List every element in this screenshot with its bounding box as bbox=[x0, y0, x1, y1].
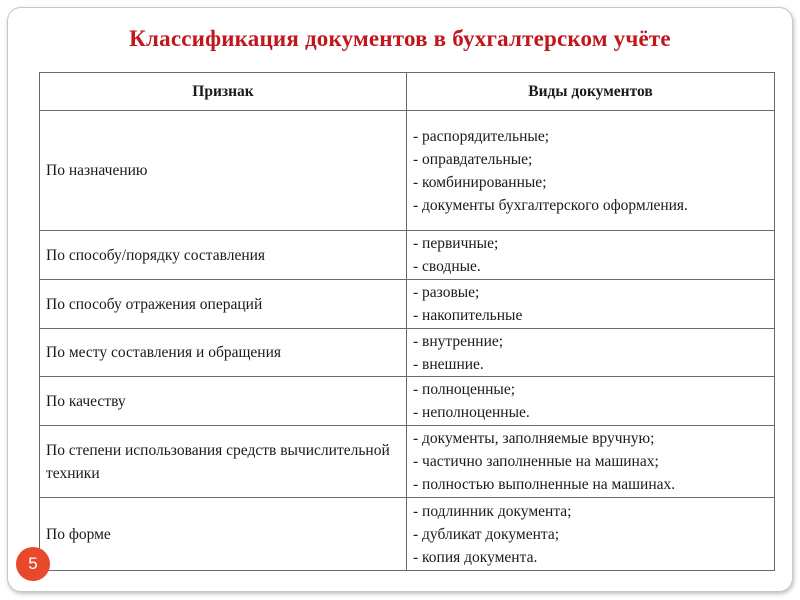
header-kinds: Виды документов bbox=[407, 73, 775, 111]
kind-item: - первичные; bbox=[413, 235, 499, 252]
page-number-badge: 5 bbox=[16, 547, 50, 581]
kind-item: - внутренние; bbox=[413, 332, 504, 350]
kinds-cell bbox=[407, 111, 775, 231]
table-row bbox=[40, 498, 775, 571]
kinds-cell bbox=[407, 377, 775, 426]
feature-cell: По способу/порядку составления bbox=[40, 231, 407, 280]
kind-item: - полностью выполненные на машинах. bbox=[413, 476, 676, 493]
kind-item: - распорядительные; bbox=[413, 127, 550, 145]
header-feature: Признак bbox=[40, 73, 407, 111]
kind-item: - сводные. bbox=[413, 258, 481, 275]
header-row bbox=[40, 73, 775, 111]
kind-item: - комбинированные; bbox=[413, 173, 547, 191]
classification-table bbox=[39, 72, 775, 571]
feature-cell: По назначению bbox=[40, 111, 407, 231]
table-row bbox=[40, 377, 775, 426]
kind-item: - документы, заполняемые вручную; bbox=[413, 430, 655, 447]
kind-item: - копия документа. bbox=[413, 548, 538, 566]
kind-item: - дубликат документа; bbox=[413, 525, 560, 543]
kind-item: - подлинник документа; bbox=[413, 502, 572, 520]
table-row bbox=[40, 280, 775, 329]
feature-cell: По месту составления и обращения bbox=[40, 329, 407, 377]
table-row bbox=[40, 329, 775, 377]
feature-cell: По форме bbox=[40, 498, 407, 571]
kind-item: - разовые; bbox=[413, 284, 480, 301]
kind-item: - внешние. bbox=[413, 355, 484, 373]
feature-cell: По степени использования средств вычислительной техники bbox=[40, 426, 407, 498]
kind-item: - частично заполненные на машинах; bbox=[413, 453, 659, 470]
kinds-cell bbox=[407, 426, 775, 498]
feature-cell: По способу отражения операций bbox=[40, 280, 407, 329]
kind-item: - полноценные; bbox=[413, 381, 516, 398]
kind-item: - неполноценные. bbox=[413, 404, 530, 421]
slide-title: Классификация документов в бухгалтерском учёте bbox=[129, 26, 671, 51]
feature-cell: По качеству bbox=[40, 377, 407, 426]
table-row bbox=[40, 426, 775, 498]
kind-item: - накопительные bbox=[413, 307, 523, 324]
kinds-cell bbox=[407, 498, 775, 571]
table-row bbox=[40, 111, 775, 231]
kinds-cell bbox=[407, 329, 775, 377]
kind-item: - документы бухгалтерского оформления. bbox=[413, 196, 688, 214]
kind-item: - оправдательные; bbox=[413, 150, 533, 168]
kinds-cell bbox=[407, 231, 775, 280]
kinds-cell bbox=[407, 280, 775, 329]
table-row bbox=[40, 231, 775, 280]
